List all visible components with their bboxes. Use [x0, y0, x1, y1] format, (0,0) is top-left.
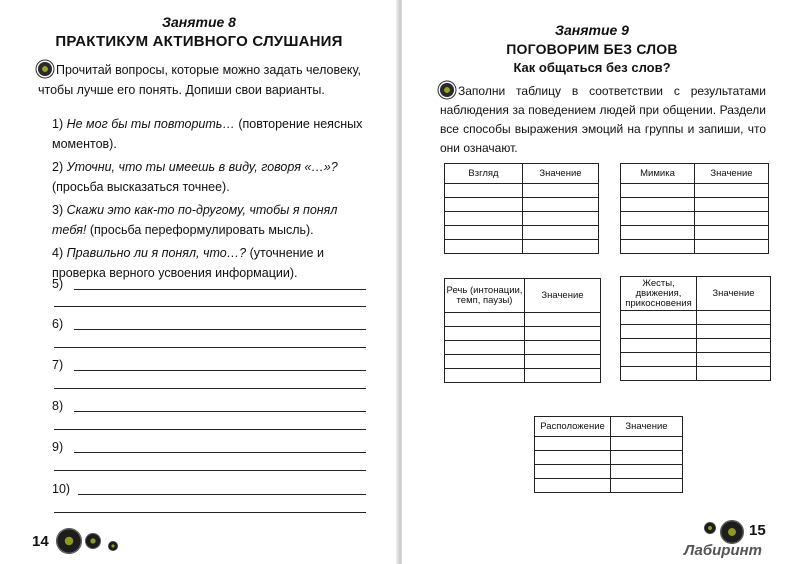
table-cell[interactable]	[523, 184, 599, 198]
answer-line[interactable]	[74, 370, 366, 371]
answer-line[interactable]	[54, 306, 366, 307]
answer-number: 6)	[52, 317, 64, 331]
table-cell[interactable]	[525, 369, 601, 383]
answer-number: 10)	[52, 482, 71, 496]
answer-line[interactable]	[54, 470, 366, 471]
table-gaze	[444, 163, 599, 254]
table-gesture	[620, 276, 771, 381]
table-header: Жесты, движения, прикосновения	[621, 277, 697, 311]
table-cell[interactable]	[621, 240, 695, 254]
intro-text	[38, 60, 368, 100]
table-cell[interactable]	[611, 465, 683, 479]
table-header: Взгляд	[445, 164, 523, 184]
answer-number: 5)	[52, 277, 64, 291]
table-cell[interactable]	[535, 479, 611, 493]
table-header: Расположение	[535, 417, 611, 437]
intro-label: Заполни таблицу в соответствии с результатами наблюдения за поведением людей при общении. Раздели все способы выражения эмоций на группы и запиши, что они означают.	[440, 84, 766, 155]
table-cell[interactable]	[525, 341, 601, 355]
table-cell[interactable]	[695, 240, 769, 254]
table-mimic	[620, 163, 769, 254]
page-number: 14	[32, 533, 49, 550]
answer-line[interactable]	[78, 494, 366, 495]
flower-ornament-icon	[85, 533, 101, 549]
intro-text	[440, 82, 766, 158]
table-header: Речь (интонации, темп, паузы)	[445, 279, 525, 313]
table-cell[interactable]	[523, 226, 599, 240]
intro-label: Прочитай вопросы, которые можно задать человеку, чтобы лучше его понять. Допиши свои варианты.	[38, 63, 362, 97]
answer-line[interactable]	[54, 347, 366, 348]
question-list	[52, 114, 370, 283]
table-cell[interactable]	[523, 212, 599, 226]
table-cell[interactable]	[621, 311, 697, 325]
table-cell[interactable]	[695, 226, 769, 240]
lesson-heading: Занятие 8	[162, 14, 236, 30]
answer-number: 8)	[52, 399, 64, 413]
table-cell[interactable]	[445, 355, 525, 369]
table-cell[interactable]	[445, 226, 523, 240]
table-speech	[444, 278, 601, 383]
table-cell[interactable]	[535, 437, 611, 451]
answer-line[interactable]	[54, 512, 366, 513]
table-cell[interactable]	[445, 184, 523, 198]
answer-line[interactable]	[54, 429, 366, 430]
table-cell[interactable]	[621, 325, 697, 339]
table-cell[interactable]	[445, 341, 525, 355]
table-cell[interactable]	[445, 198, 523, 212]
table-cell[interactable]	[445, 327, 525, 341]
answer-line[interactable]	[74, 452, 366, 453]
table-cell[interactable]	[621, 184, 695, 198]
right-page	[402, 0, 800, 564]
table-cell[interactable]	[695, 184, 769, 198]
flower-ornament-icon	[720, 520, 744, 544]
table-cell[interactable]	[523, 198, 599, 212]
table-header: Значение	[695, 164, 769, 184]
table-cell[interactable]	[697, 353, 771, 367]
flower-bullet-icon	[38, 62, 52, 76]
lesson-title: ПОГОВОРИМ БЕЗ СЛОВ	[506, 41, 678, 57]
answer-line[interactable]	[54, 388, 366, 389]
table-cell[interactable]	[525, 327, 601, 341]
table-cell[interactable]	[621, 353, 697, 367]
answer-number: 7)	[52, 358, 64, 372]
table-cell[interactable]	[535, 451, 611, 465]
table-header: Значение	[525, 279, 601, 313]
answer-line[interactable]	[74, 411, 366, 412]
answer-line[interactable]	[74, 289, 366, 290]
table-cell[interactable]	[621, 367, 697, 381]
table-cell[interactable]	[445, 313, 525, 327]
page-number: 15	[749, 522, 766, 539]
table-header: Значение	[611, 417, 683, 437]
table-cell[interactable]	[611, 479, 683, 493]
question-item: 2) Уточни, что ты имеешь в виду, говоря «…»? (просьба высказаться точнее).	[52, 160, 338, 194]
flower-ornament-icon	[56, 528, 82, 554]
watermark-logo: Лабиринт	[684, 542, 763, 559]
table-position	[534, 416, 683, 493]
table-cell[interactable]	[695, 212, 769, 226]
table-cell[interactable]	[697, 325, 771, 339]
question-item: 4) Правильно ли я понял, что…? (уточнение и проверка верного усвоения информации).	[52, 246, 324, 280]
table-cell[interactable]	[525, 313, 601, 327]
table-header: Мимика	[621, 164, 695, 184]
table-cell[interactable]	[523, 240, 599, 254]
flower-bullet-icon	[440, 83, 454, 97]
lesson-heading: Занятие 9	[555, 22, 629, 38]
table-cell[interactable]	[621, 212, 695, 226]
table-cell[interactable]	[445, 240, 523, 254]
answer-line[interactable]	[74, 329, 366, 330]
table-cell[interactable]	[445, 212, 523, 226]
table-cell[interactable]	[695, 198, 769, 212]
table-cell[interactable]	[621, 198, 695, 212]
table-cell[interactable]	[621, 226, 695, 240]
question-item: 3) Скажи это как-то по-другому, чтобы я понял тебя! (просьба переформулировать мысль).	[52, 203, 338, 237]
flower-ornament-icon	[108, 541, 118, 551]
table-cell[interactable]	[697, 311, 771, 325]
left-page	[0, 0, 398, 564]
lesson-subtitle: Как общаться без слов?	[513, 60, 671, 75]
table-cell[interactable]	[621, 339, 697, 353]
table-cell[interactable]	[611, 451, 683, 465]
table-cell[interactable]	[525, 355, 601, 369]
lesson-title: ПРАКТИКУМ АКТИВНОГО СЛУШАНИЯ	[55, 33, 343, 50]
table-cell[interactable]	[445, 369, 525, 383]
table-cell[interactable]	[611, 437, 683, 451]
table-cell[interactable]	[697, 339, 771, 353]
question-item: 1) Не мог бы ты повторить… (повторение неясных моментов).	[52, 117, 363, 151]
table-cell[interactable]	[535, 465, 611, 479]
flower-ornament-icon	[704, 522, 716, 534]
table-cell[interactable]	[697, 367, 771, 381]
answer-number: 9)	[52, 440, 64, 454]
table-header: Значение	[523, 164, 599, 184]
table-header: Значение	[697, 277, 771, 311]
